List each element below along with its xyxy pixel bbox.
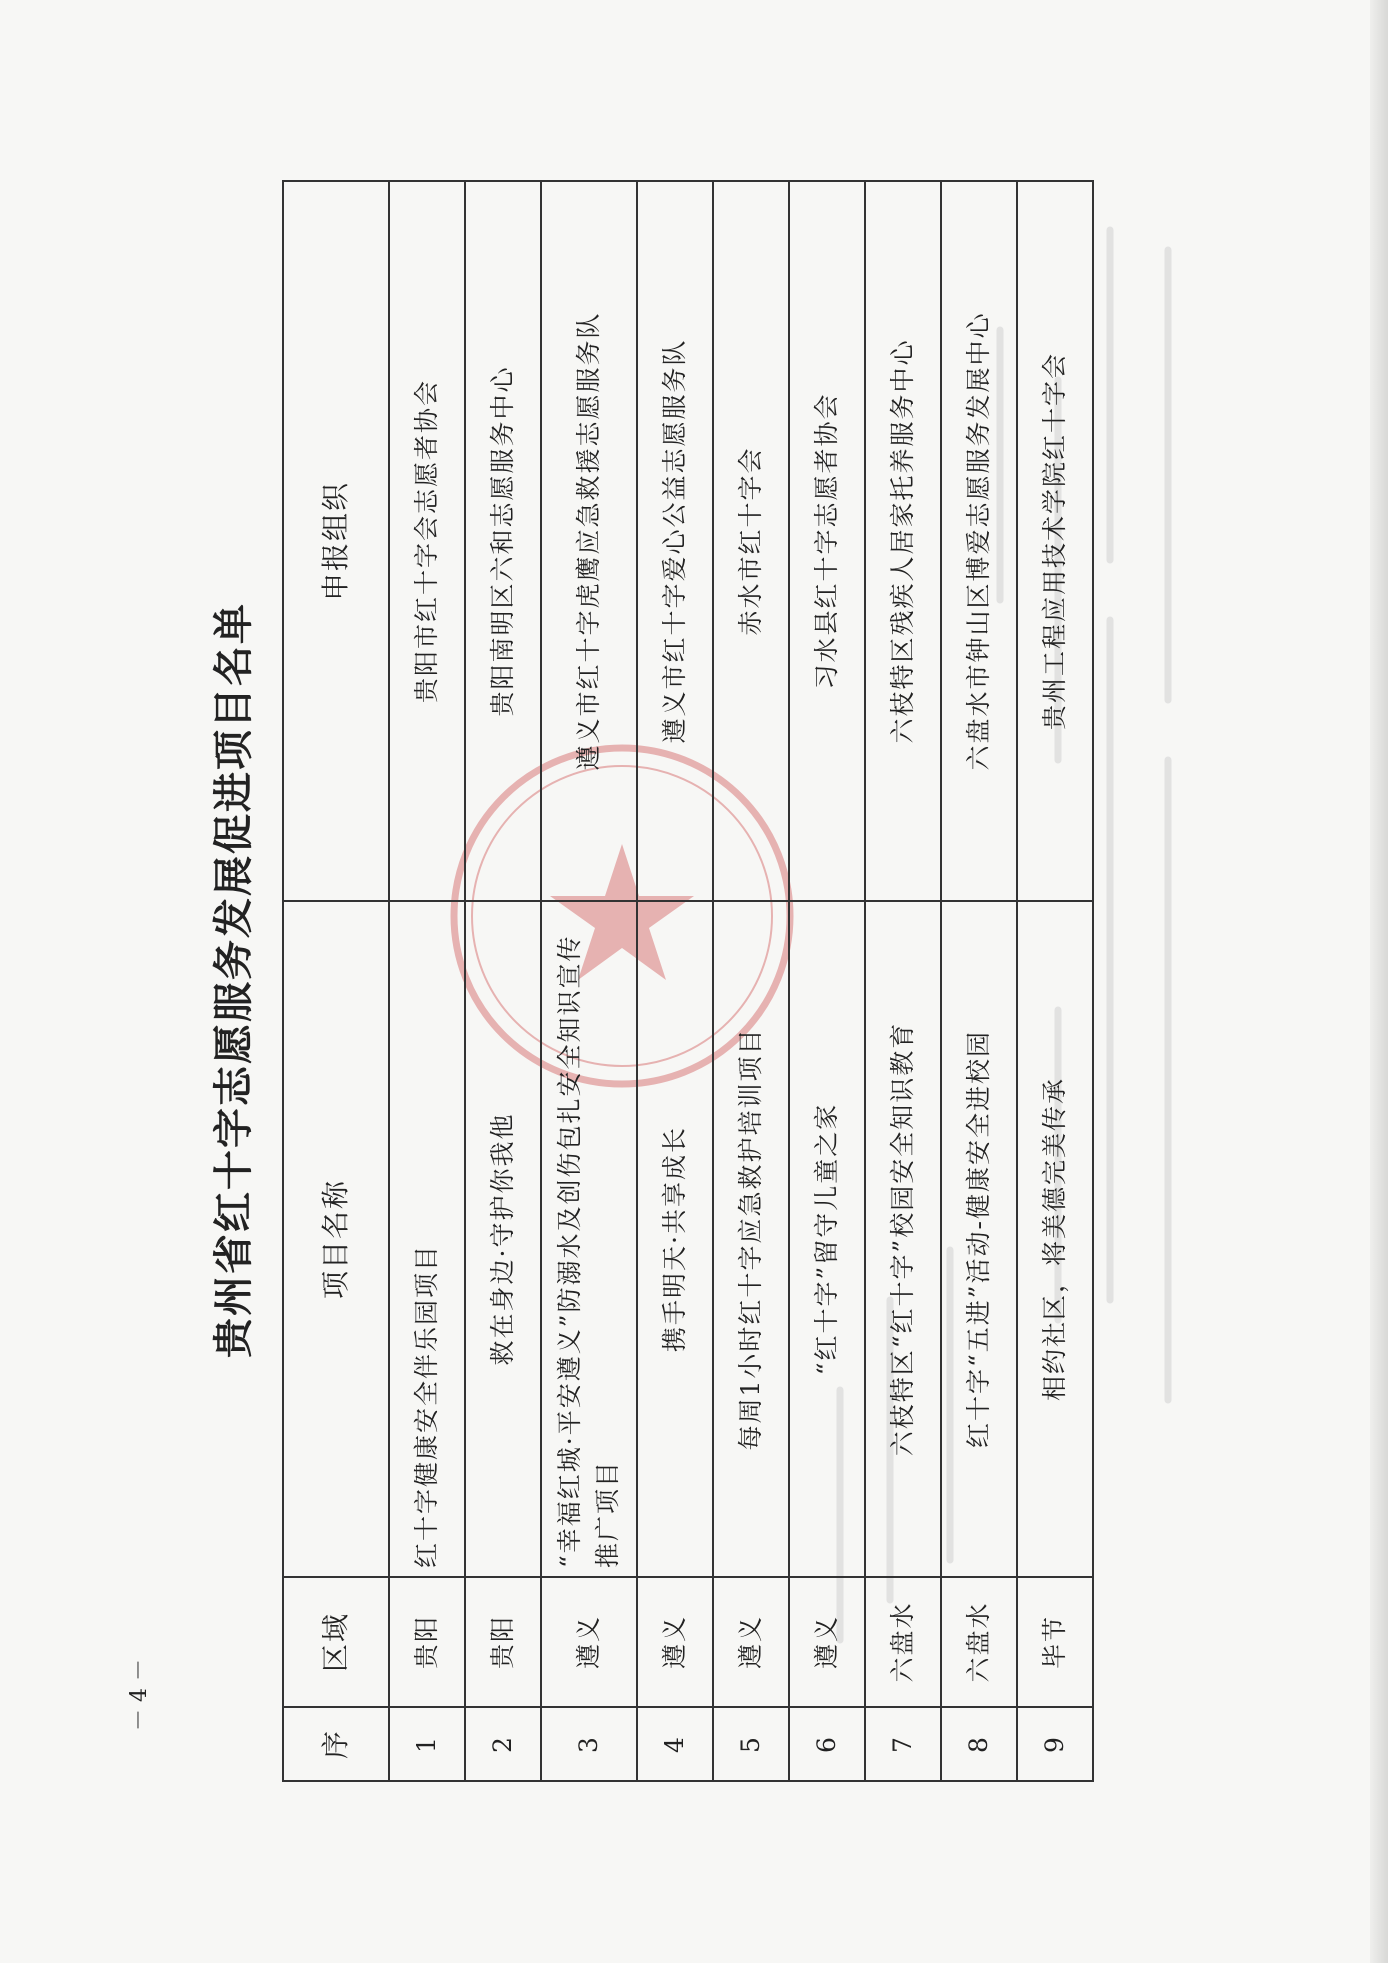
header-organization: 申报组织 [283, 181, 389, 901]
cell-seq: 6 [789, 1707, 865, 1781]
table-row [637, 181, 713, 1781]
cell-region: 贵阳 [465, 1577, 541, 1707]
cell-organization: 六盘水市钟山区博爱志愿服务发展中心 [941, 181, 1017, 901]
cell-organization: 遵义市红十字爱心公益志愿服务队 [637, 181, 713, 901]
project-table [282, 180, 1094, 1782]
cell-seq: 5 [713, 1707, 789, 1781]
cell-project-name: 携手明天·共享成长 [637, 901, 713, 1577]
cell-seq: 7 [865, 1707, 941, 1781]
table-row [1017, 181, 1093, 1781]
cell-seq: 4 [637, 1707, 713, 1781]
header-project-name: 项目名称 [283, 901, 389, 1577]
cell-project-name: 相约社区，将美德完美传承 [1017, 901, 1093, 1577]
cell-region: 遵义 [713, 1577, 789, 1707]
cell-seq: 2 [465, 1707, 541, 1781]
rotated-document [127, 180, 1094, 1780]
document-title: 贵州省红十字志愿服务发展促进项目名单 [210, 602, 257, 1358]
cell-seq: 8 [941, 1707, 1017, 1781]
cell-region: 贵阳 [389, 1577, 465, 1707]
cell-organization: 赤水市红十字会 [713, 181, 789, 901]
table-row [789, 181, 865, 1781]
cell-organization: 遵义市红十字虎鹰应急救援志愿服务队 [541, 181, 637, 901]
cell-organization: 贵阳市红十字会志愿者协会 [389, 181, 465, 901]
cell-project-name: 红十字“五进”活动-健康安全进校园 [941, 901, 1017, 1577]
cell-project-name: 每周1小时红十字应急救护培训项目 [713, 901, 789, 1577]
cell-organization: 六枝特区残疾人居家托养服务中心 [865, 181, 941, 901]
table-row [865, 181, 941, 1781]
cell-project-name: “红十字”留守儿童之家 [789, 901, 865, 1577]
cell-region: 六盘水 [865, 1577, 941, 1707]
page-number: － 4 － [127, 1659, 152, 1731]
table-header-row [283, 181, 389, 1781]
header-region: 区域 [283, 1577, 389, 1707]
cell-project-name: “幸福红城·平安遵义”防溺水及创伤包扎安全知识宣传推广项目 [541, 901, 637, 1577]
cell-project-name: 救在身边·守护你我他 [465, 901, 541, 1577]
cell-region: 遵义 [541, 1577, 637, 1707]
page-edge-shadow [1370, 0, 1388, 1963]
cell-region: 六盘水 [941, 1577, 1017, 1707]
cell-project-name: 六枝特区“红十字”校园安全知识教育 [865, 901, 941, 1577]
cell-organization: 贵阳南明区六和志愿服务中心 [465, 181, 541, 901]
cell-seq: 1 [389, 1707, 465, 1781]
cell-project-name: 红十字健康安全伴乐园项目 [389, 901, 465, 1577]
header-seq: 序 [283, 1707, 389, 1781]
table-row [941, 181, 1017, 1781]
cell-organization: 贵州工程应用技术学院红十字会 [1017, 181, 1093, 901]
table-row [541, 181, 637, 1781]
table-row [389, 181, 465, 1781]
cell-region: 毕节 [1017, 1577, 1093, 1707]
cell-seq: 3 [541, 1707, 637, 1781]
table-row [713, 181, 789, 1781]
cell-region: 遵义 [789, 1577, 865, 1707]
table-row [465, 181, 541, 1781]
cell-region: 遵义 [637, 1577, 713, 1707]
cell-seq: 9 [1017, 1707, 1093, 1781]
cell-organization: 习水县红十字志愿者协会 [789, 181, 865, 901]
